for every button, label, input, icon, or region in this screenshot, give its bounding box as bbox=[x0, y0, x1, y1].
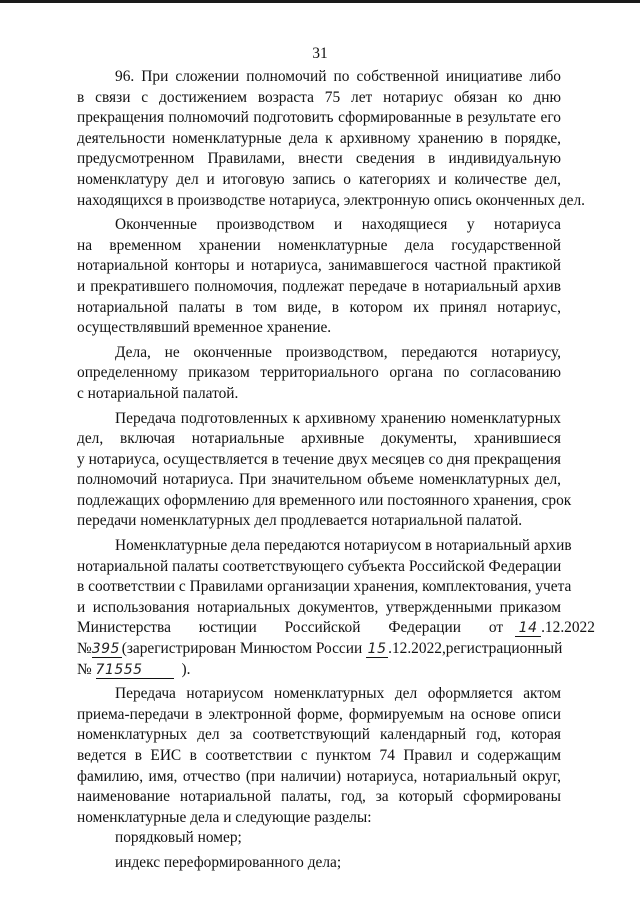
text-line: приема-передачи в электронной форме, формируемым на основе описи bbox=[77, 705, 561, 723]
handwritten-order-number: 395 bbox=[91, 641, 120, 658]
text-line: порядковый номер; bbox=[115, 829, 242, 847]
text-line: полномочий нотариуса. При значительном объеме номенклатурных дел, bbox=[77, 471, 561, 489]
text-line: 96. При сложении полномочий по собственной инициативе либо bbox=[115, 68, 561, 85]
text-line: находящихся в производстве нотариуса, электронную опись оконченных дел. bbox=[77, 191, 586, 209]
order-date-line bbox=[77, 618, 595, 639]
text-line: номенклатурные дела и следующие разделы: bbox=[77, 808, 372, 826]
text-line: деятельности номенклатурные дела к архивному хранению в порядке, bbox=[77, 129, 561, 147]
list-item-sequence-number bbox=[77, 828, 561, 849]
paragraph-completed-cases bbox=[77, 215, 561, 339]
text-line: и использования нотариальных документов, утвержденными приказом bbox=[77, 598, 561, 616]
number-sign: № bbox=[77, 640, 92, 658]
order-number-line bbox=[77, 639, 561, 660]
order-date-prefix: Министерства юстиции Российской Федерации от bbox=[77, 619, 504, 637]
text-line: определенному приказом территориального органа по согласованию bbox=[77, 364, 561, 382]
text-line: Передача нотариусом номенклатурных дел оформляется актом bbox=[115, 685, 561, 703]
text-line: с нотариальной палатой. bbox=[77, 384, 239, 402]
text-line: дел, включая нотариальные архивные документы, хранившиеся bbox=[77, 430, 561, 448]
paragraph-archive-transfer bbox=[77, 536, 595, 680]
paragraph-unfinished-cases bbox=[77, 343, 561, 405]
text-line: ведется в ЕИС в соответствии с пунктом 74 Правил и содержащим bbox=[77, 747, 561, 764]
registration-text bbox=[122, 639, 563, 660]
scan-border bbox=[0, 0, 640, 3]
text-line: наименование нотариальной палаты, год, за который сформированы bbox=[77, 788, 561, 806]
text-line: индекс переформированного дела; bbox=[115, 853, 342, 871]
order-date bbox=[515, 618, 595, 639]
text-line: осуществлявший временное хранение. bbox=[77, 319, 332, 337]
registration-prefix: (зарегистрирован Минюстом России bbox=[121, 640, 363, 658]
text-line: и прекратившего полномочия, подлежат передаче в нотариальный архив bbox=[77, 277, 561, 295]
paragraph-transfer-act bbox=[77, 684, 561, 828]
list-item-case-index bbox=[77, 853, 561, 874]
handwritten-day: 14 bbox=[515, 620, 541, 637]
text-line: предусмотренном Правилами, внести сведения в индивидуальную bbox=[77, 150, 561, 168]
text-line: в соответствии с Правилами организации хранения, комплектования, учета bbox=[77, 578, 572, 596]
text-line: нотариальной палаты в том виде, в котором их принял нотариус, bbox=[77, 298, 561, 316]
text-line: фамилию, имя, отчество (при наличии) нотариуса, нотариальный округ, bbox=[77, 767, 561, 785]
text-line: Передача подготовленных к архивному хранению номенклатурных bbox=[115, 409, 561, 427]
text-line: подлежащих оформлению для временного или постоянного хранения, срок bbox=[77, 491, 572, 509]
registration-suffix: .12.2022,регистрационный bbox=[388, 640, 563, 658]
handwritten-reg-day: 15 bbox=[367, 641, 387, 658]
text-line: нотариальной конторы и нотариуса, занимавшегося частной практикой bbox=[77, 257, 561, 275]
text-line: прекращения полномочий подготовить сформированные в результате его bbox=[77, 109, 561, 127]
text-line: Оконченные производством и находящиеся у нотариуса bbox=[115, 216, 561, 234]
paragraph-transfer-term bbox=[77, 409, 572, 533]
text-line: номенклатуру дел и итоговую запись о категориях и количестве дел, bbox=[77, 170, 561, 188]
reg-number-line bbox=[77, 660, 561, 681]
order-number bbox=[77, 639, 122, 660]
text-line: в связи с достижением возраста 75 лет нотариус обязан ко дню bbox=[77, 88, 561, 106]
handwritten-reg-number: 71555 bbox=[96, 662, 174, 679]
page-number: 31 bbox=[312, 45, 328, 62]
paragraph-96 bbox=[77, 67, 586, 211]
text-line: у нотариуса, осуществляется в течение двух месяцев со дня прекращения bbox=[77, 450, 561, 468]
text-line: на временном хранении номенклатурные дела государственной bbox=[77, 236, 561, 254]
order-date-suffix: .12.2022 bbox=[541, 619, 595, 637]
number-sign: № bbox=[77, 660, 92, 678]
text-line: передачи номенклатурных дел продлевается нотариальной палатой. bbox=[77, 512, 523, 530]
text-line: номенклатурных дел за соответствующий календарный год, которая bbox=[77, 726, 561, 744]
text-line: нотариальной палаты соответствующего субъекта Российской Федерации bbox=[77, 557, 562, 575]
text-line: Дела, не оконченные производством, передаются нотариусу, bbox=[115, 343, 561, 361]
reg-number-close: ). bbox=[181, 660, 191, 678]
text-line: Номенклатурные дела передаются нотариусом в нотариальный архив bbox=[115, 537, 572, 555]
document-body bbox=[77, 67, 595, 874]
